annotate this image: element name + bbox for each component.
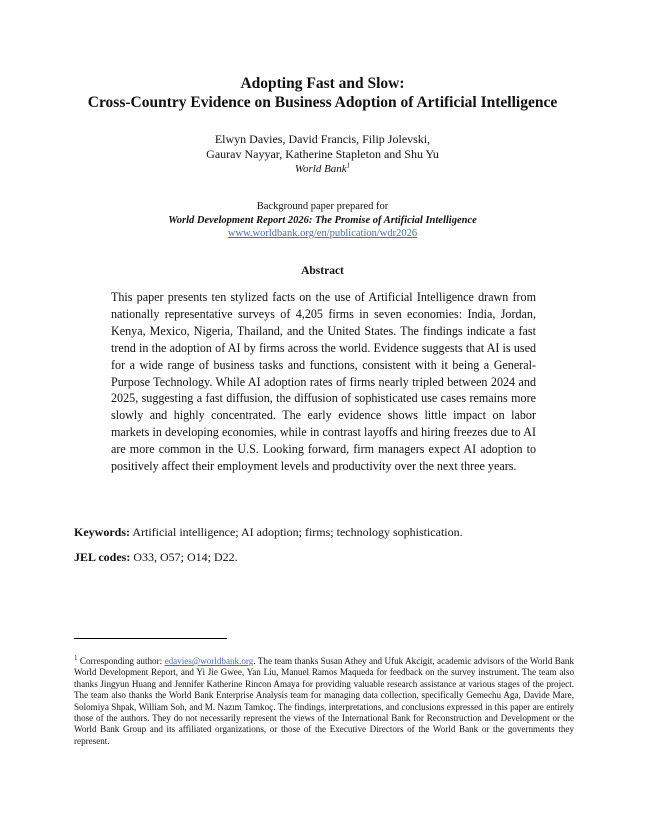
affiliation-name: World Bank: [294, 163, 347, 175]
footnote-mark: 1: [74, 653, 78, 662]
corresponding-email-link[interactable]: edavies@worldbank.org: [164, 656, 254, 666]
background-report-title: World Development Report 2026: The Promise of Artificial Intelligence: [168, 214, 477, 226]
background-label: Background paper prepared for: [256, 201, 389, 212]
jel-label: JEL codes:: [74, 550, 131, 564]
keywords-text: Artificial intelligence; AI adoption; firms; technology sophistication.: [132, 525, 463, 539]
affiliation-footnote-mark[interactable]: 1: [346, 161, 351, 170]
abstract-text: This paper presents ten stylized facts on the use of Artificial Intelligence drawn from nationally representative surveys of 4,205 firms in seven economies: India, Jordan, Kenya, Mexico, Nigeria, Thailand, and the United States. The findings indicate a fast trend in the adoption of AI by firms across the world. Evidence suggests that AI is used for a wide range of business tasks and functions, consistent with it being a General-Purpose Technology. While AI adoption rates of firms nearly tripled between 2024 and 2025, suggesting a fast diffusion, the diffusion of sophisticated use cases remains more slowly and highly concentrated. The early evidence shows little impact on labor markets in developing economies, while in contrast layoffs and hiring freezes due to AI are more common in the U.S. Looking forward, firm managers expect AI adoption to positively affect their employment levels and productivity over the next three years.: [111, 290, 536, 474]
footnote-divider: [74, 638, 227, 639]
background-url-link[interactable]: www.worldbank.org/en/publication/wdr2026: [227, 228, 418, 239]
keywords: [74, 525, 574, 540]
paper-title-line-2: Cross-Country Evidence on Business Adoption of Artificial Intelligence: [87, 94, 558, 111]
jel-codes: [74, 550, 574, 565]
footnote: [74, 653, 574, 747]
background-note: [0, 200, 645, 241]
footnote-prefix: Corresponding author:: [79, 656, 165, 666]
title-block: [0, 74, 645, 112]
authors-line-1: Elwyn Davies, David Francis, Filip Jolevski,: [214, 132, 431, 146]
paper-title-line-1: Adopting Fast and Slow:: [240, 75, 405, 92]
authors-line-2: Gaurav Nayyar, Katherine Stapleton and Shu Yu: [206, 147, 439, 161]
affiliation: [0, 162, 645, 177]
author-block: [0, 132, 645, 177]
abstract-heading: Abstract: [301, 265, 344, 277]
footnote-text: . The team thanks Susan Athey and Ufuk Akcigit, academic advisors of the World Bank World Development Report, and Yi Jie Gwee, Yan Liu, Manuel Ramos Maqueda for feedback on the survey instrument. The team also thanks Jingyun Huang and Jennifer Katherine Rincon Amaya for providing valuable research assistance at various stages of the project. The team also thanks the World Bank Enterprise Analysis team for managing data collection, specifically Gemechu Aga, Davide Mare, Solomiya Shpak, William Soh, and M. Nazım Tamkoç. The findings, interpretations, and conclusions expressed in this paper are entirely those of the authors. They do not necessarily represent the views of the International Bank for Reconstruction and Development or the World Bank Group and its affiliated organizations, or those of the Executive Directors of the World Bank or the governments they represent.: [74, 656, 574, 746]
jel-text: O33, O57; O14; D22.: [133, 550, 238, 564]
keywords-label: Keywords:: [74, 525, 130, 539]
